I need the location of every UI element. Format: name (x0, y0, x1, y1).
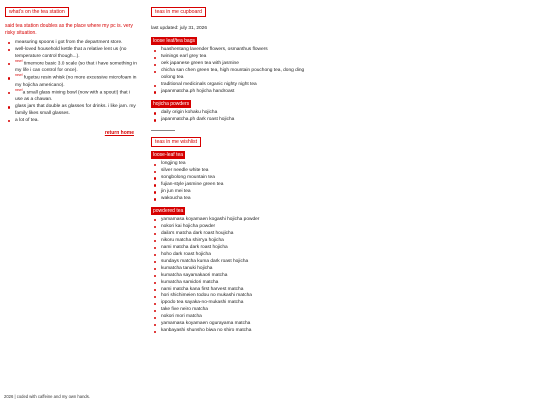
list-item: nami matcha kana first harvest matcha (154, 287, 311, 294)
list-item: twinings earl grey tea (154, 54, 311, 61)
list-item (8, 40, 138, 47)
section-label: loose-leaf tea (153, 152, 184, 159)
section-divider (151, 130, 175, 131)
list-item: ippodo tea sayaka-no-mukashi matcha (154, 300, 311, 307)
list-item (8, 87, 138, 105)
new-badge: new! (15, 73, 23, 78)
list-item: yamamasa koyamaen kogashi hojicha powder (154, 217, 311, 224)
wishlist-loose-leaf-list (151, 161, 311, 203)
loose-leaf-list (151, 47, 311, 96)
list-item-text: glass jars that double as glasses for drinks. i like jam. my family likes small glasses. (15, 104, 136, 117)
list-item: wakoucha tea (154, 196, 311, 203)
return-home-link[interactable]: return home (104, 129, 134, 136)
list-item: nokori kai hojicha powder (154, 224, 311, 231)
list-item (8, 58, 138, 76)
list-item: yamamasa koyamaen ogurayama matcha (154, 321, 311, 328)
wishlist-title: teas in me wishlist (151, 137, 201, 147)
list-item-text: well-loved household kettle that a relative lent us (no temperature control though...). (15, 46, 127, 59)
section-label: powdered tea (153, 208, 184, 214)
list-item-text: timemore basic 3.0 scale (so that i have something in my life i can control for once). (15, 61, 137, 74)
list-item (8, 47, 138, 61)
list-item: silver needle white tea (154, 168, 311, 175)
list-item: hori shichimeien todou no mukashi matcha (154, 293, 311, 300)
list-item: take five neiro matcha (154, 307, 311, 314)
list-item: daily origin kohaku hojicha (154, 110, 311, 117)
list-item-text: a small glass mixing bowl (now with a spout!) that i use as a chawan. (15, 90, 131, 103)
list-item: fujian-style jasmine green tea (154, 182, 311, 189)
list-item: kumatcha sayamakaori matcha (154, 273, 311, 280)
list-item: longjing tea (154, 161, 311, 168)
list-item: nami matcha dark roast hojicha (154, 245, 311, 252)
cupboard-section-loose-leaf (151, 37, 311, 96)
new-badge: new! (15, 87, 23, 92)
new-badge: new! (15, 58, 23, 63)
last-updated-text: last updated: july 31, 2026 (151, 26, 208, 32)
tea-station-list (5, 40, 138, 125)
list-item: huashentang lavender flowers, osmanthus flowers (154, 47, 311, 54)
list-item: oek japanese green tea with jasmine (154, 61, 311, 68)
list-item: songbolong mountain tea (154, 175, 311, 182)
list-item: japanmatcha.ph hojicha handroast (154, 89, 311, 96)
list-item: jin jun mei tea (154, 189, 311, 196)
tea-station-column (5, 7, 138, 136)
list-item: chicha san chen green tea, high mountain pouchong tea, dong ding oolong tea (154, 68, 311, 82)
footer-text: 2026 | coded with caffeine and my own hands. (4, 394, 90, 399)
tea-station-intro: said tea station doubles as the place where my pc is. very risky situation. (5, 23, 133, 36)
list-item-text: a lot of tea. (15, 118, 39, 123)
list-item: japanmatcha.ph dark roast hojicha (154, 117, 311, 124)
cupboard-section-hojicha (151, 100, 311, 124)
list-item: daila's matcha dark roast houjicha (154, 231, 311, 238)
wishlist-powdered-list (151, 217, 311, 335)
list-item-text: measuring spoons i got from the department store. (15, 39, 123, 45)
tea-cupboard-column (151, 7, 311, 339)
list-item: kumatcha samidori matcha (154, 280, 311, 287)
list-item: traditional medicinals organic nighty night tea (154, 82, 311, 89)
list-item: kumatcha tanuki hojicha (154, 266, 311, 273)
list-item: kanbayashi shunsho biwa no shiro matcha (154, 328, 311, 335)
wishlist-section-loose-leaf (151, 151, 311, 203)
wishlist-section-powdered (151, 207, 311, 335)
cupboard-title: teas in me cupboard (151, 7, 206, 17)
list-item (8, 75, 138, 90)
list-item-text: fugetsu resin whisk (no more excessive microfoam in my hojicha americano). (15, 75, 137, 88)
list-item (8, 118, 138, 125)
list-item: sundays matcha kuma dark roast hojicha (154, 259, 311, 266)
list-item: nokori mori matcha (154, 314, 311, 321)
list-item (8, 104, 138, 118)
list-item: nikoru matcha shin'ya hojicha (154, 238, 311, 245)
tea-station-title: what's on the tea station (5, 7, 69, 17)
hojicha-list (151, 110, 311, 124)
section-label: loose leaf/tea bags (153, 38, 195, 45)
section-label: hojicha powders (153, 101, 190, 108)
list-item: hoho dark roast hojicha (154, 252, 311, 259)
